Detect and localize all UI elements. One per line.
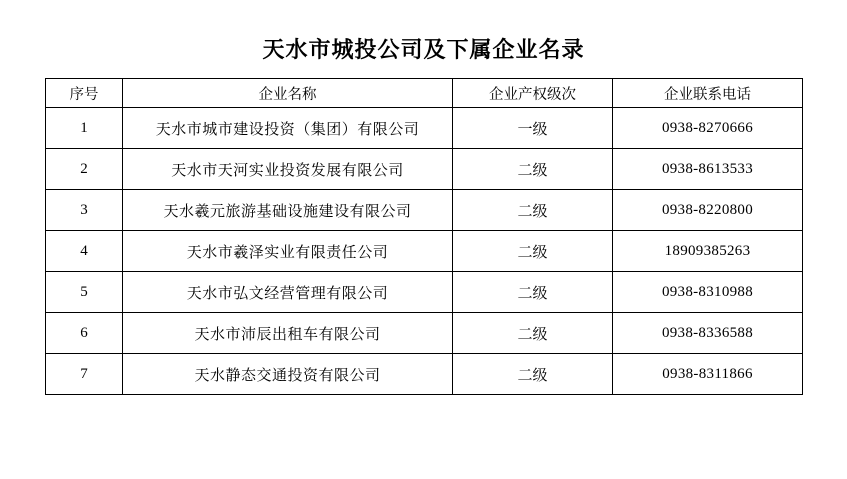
cell-index: 4 (46, 231, 123, 272)
column-header-company-name: 企业名称 (123, 79, 453, 108)
cell-ownership-level: 二级 (453, 313, 613, 354)
table-row (46, 190, 803, 231)
cell-index: 6 (46, 313, 123, 354)
table-header (46, 79, 803, 108)
table-row (46, 108, 803, 149)
cell-company-name: 天水市沛辰出租车有限公司 (123, 313, 453, 354)
column-header-ownership-level: 企业产权级次 (453, 79, 613, 108)
cell-ownership-level: 二级 (453, 231, 613, 272)
cell-ownership-level: 二级 (453, 354, 613, 395)
table-header-row (46, 79, 803, 108)
cell-company-name: 天水市羲泽实业有限责任公司 (123, 231, 453, 272)
table-body (46, 108, 803, 395)
cell-ownership-level: 二级 (453, 272, 613, 313)
column-header-index: 序号 (46, 79, 123, 108)
cell-phone: 0938-8270666 (613, 108, 803, 149)
cell-index: 7 (46, 354, 123, 395)
page-title: 天水市城投公司及下属企业名录 (262, 37, 585, 62)
cell-ownership-level: 一级 (453, 108, 613, 149)
cell-phone: 0938-8336588 (613, 313, 803, 354)
cell-index: 1 (46, 108, 123, 149)
cell-index: 3 (46, 190, 123, 231)
table-row (46, 313, 803, 354)
cell-index: 2 (46, 149, 123, 190)
table-row (46, 149, 803, 190)
cell-ownership-level: 二级 (453, 149, 613, 190)
cell-phone: 0938-8311866 (613, 354, 803, 395)
cell-company-name: 天水羲元旅游基础设施建设有限公司 (123, 190, 453, 231)
cell-company-name: 天水市天河实业投资发展有限公司 (123, 149, 453, 190)
cell-company-name: 天水静态交通投资有限公司 (123, 354, 453, 395)
cell-phone: 0938-8310988 (613, 272, 803, 313)
table-container (0, 78, 847, 395)
cell-company-name: 天水市弘文经营管理有限公司 (123, 272, 453, 313)
cell-ownership-level: 二级 (453, 190, 613, 231)
cell-phone: 0938-8220800 (613, 190, 803, 231)
table-row (46, 231, 803, 272)
company-directory-table (45, 78, 803, 395)
column-header-phone: 企业联系电话 (613, 79, 803, 108)
table-row (46, 354, 803, 395)
cell-company-name: 天水市城市建设投资（集团）有限公司 (123, 108, 453, 149)
table-row (46, 272, 803, 313)
cell-phone: 0938-8613533 (613, 149, 803, 190)
cell-index: 5 (46, 272, 123, 313)
cell-phone: 18909385263 (613, 231, 803, 272)
